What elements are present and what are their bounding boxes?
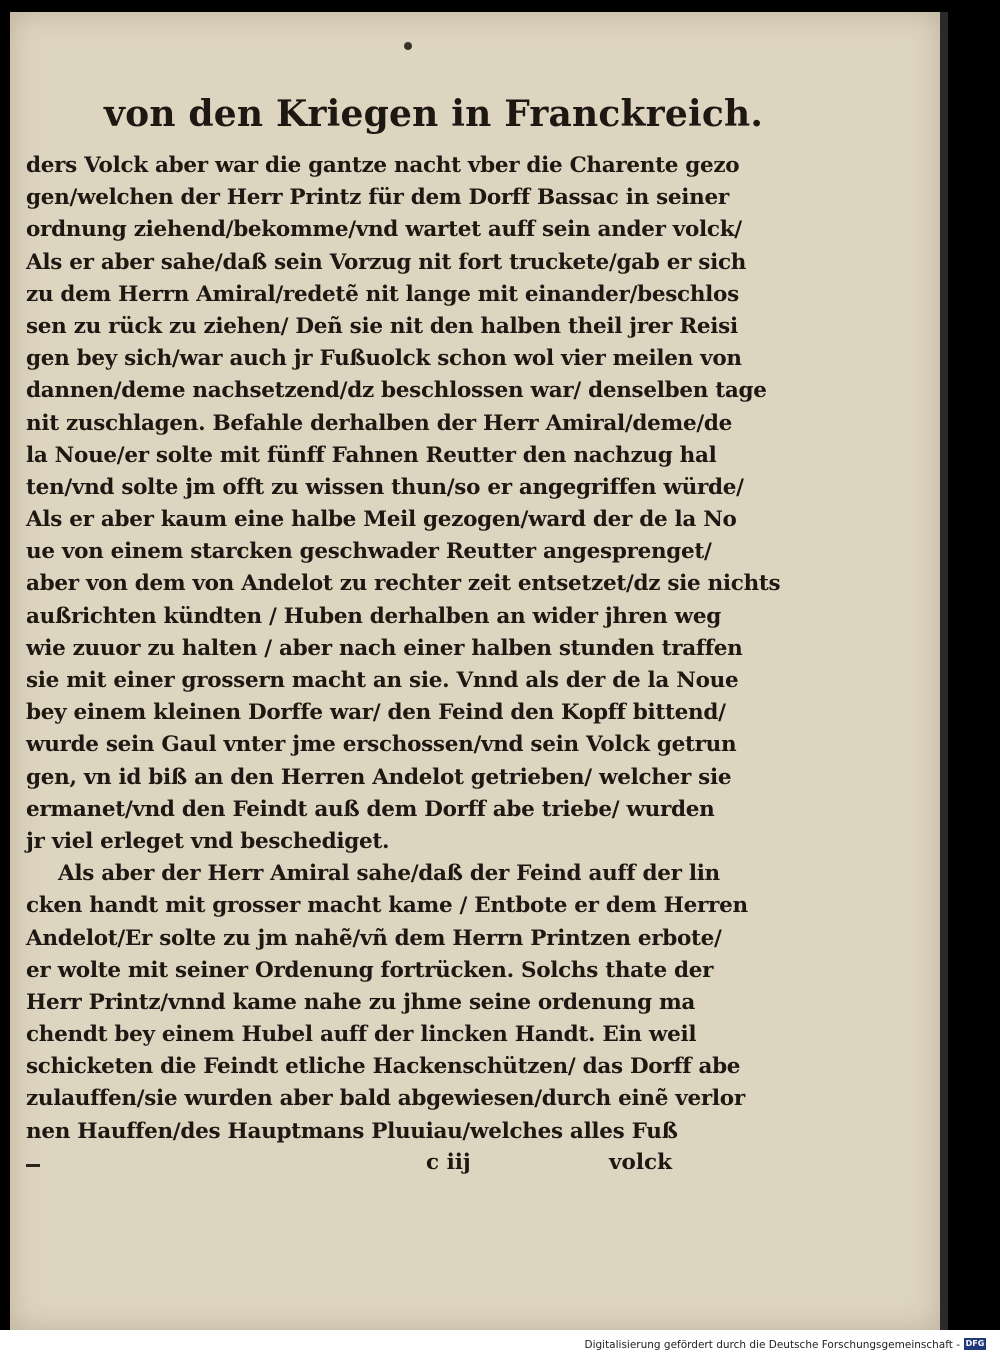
text-line: Als er aber kaum eine halbe Meil gezogen/ward der de la No	[26, 507, 737, 533]
signature-mark: c iij	[426, 1150, 471, 1175]
text-line: gen, vn id biß an den Herren Andelot getrieben/ welcher sie	[26, 764, 732, 790]
text-line: aber von dem von Andelot zu rechter zeit entsetzet/dz sie nichts	[26, 571, 781, 597]
text-line: ders Volck aber war die gantze nacht vber die Charente gezo	[26, 153, 740, 178]
ink-dot-mark	[404, 42, 412, 50]
text-line: zu dem Herrn Amiral/redetẽ nit lange mit einander/beschlos	[26, 281, 739, 307]
text-line: nit zuschlagen. Befahle derhalben der Herr Amiral/deme/de	[26, 410, 733, 436]
text-line: schicketen die Feindt etliche Hackenschützen/ das Dorff abe	[26, 1054, 741, 1080]
paragraph-start-line: Als aber der Herr Amiral sahe/daß der Feind auff der lin	[58, 861, 720, 887]
catchword: volck	[609, 1150, 672, 1175]
text-line: chendt bey einem Hubel auff der lincken Handt. Ein weil	[26, 1022, 697, 1048]
text-line: außrichten kündten / Huben derhalben an wider jhren weg	[26, 603, 721, 629]
text-line: wurde sein Gaul vnter jme erschossen/vnd sein Volck getrun	[26, 732, 737, 758]
text-line: Andelot/Er solte zu jm nahẽ/vñ dem Herrn Printzen erbote/	[26, 925, 722, 951]
text-line: Herr Printz/vnnd kame nahe zu jhme seine ordenung ma	[26, 989, 696, 1015]
text-line: gen bey sich/war auch jr Fußuolck schon wol vier meilen von	[26, 346, 742, 372]
text-line: Als er aber sahe/daß sein Vorzug nit fort truckete/gab er sich	[26, 249, 747, 275]
text-line: er wolte mit seiner Ordenung fortrücken. Solchs thate der	[26, 957, 714, 983]
text-line: sen zu rück zu ziehen/ Deñ sie nit den halben theil jrer Reisi	[26, 313, 738, 339]
text-line: la Noue/er solte mit fünff Fahnen Reutter den nachzug hal	[26, 442, 717, 468]
text-line: dannen/deme nachsetzend/dz beschlossen war/ denselben tage	[26, 378, 767, 404]
text-line: cken handt mit grosser macht kame / Entbote er dem Herren	[26, 893, 748, 919]
text-line: ten/vnd solte jm offt zu wissen thun/so er angegriffen würde/	[26, 474, 744, 500]
text-line: sie mit einer grossern macht an sie. Vnnd als der de la Noue	[26, 668, 739, 693]
text-line: bey einem kleinen Dorffe war/ den Feind den Kopff bittend/	[26, 700, 726, 726]
body-text	[26, 150, 781, 1148]
page-footer	[26, 1150, 686, 1182]
text-line: ermanet/vnd den Feindt auß dem Dorff abe triebe/ wurden	[26, 796, 715, 822]
text-line: wie zuuor zu halten / aber nach einer halben stunden traffen	[26, 635, 743, 661]
running-head: von den Kriegen in Franckreich.	[104, 93, 764, 135]
dfg-logo-icon: DFG	[965, 1339, 985, 1348]
dfg-credit-text: Digitalisierung gefördert durch die Deutsche Forschungsgemeinschaft -	[584, 1339, 960, 1351]
dash-mark	[26, 1164, 40, 1167]
page-edge	[940, 12, 948, 1330]
text-line: ue von einem starcken geschwader Reutter angesprenget/	[26, 539, 712, 565]
text-line: zulauffen/sie wurden aber bald abgewiesen/durch einẽ verlor	[26, 1086, 745, 1112]
text-line: nen Hauffen/des Hauptmans Pluuiau/welches alles Fuß	[26, 1118, 678, 1144]
text-line: ordnung ziehend/bekomme/vnd wartet auff sein ander volck/	[26, 217, 742, 243]
text-line: gen/welchen der Herr Printz für dem Dorff Bassac in seiner	[26, 185, 729, 211]
text-line: jr viel erleget vnd beschediget.	[26, 828, 390, 854]
